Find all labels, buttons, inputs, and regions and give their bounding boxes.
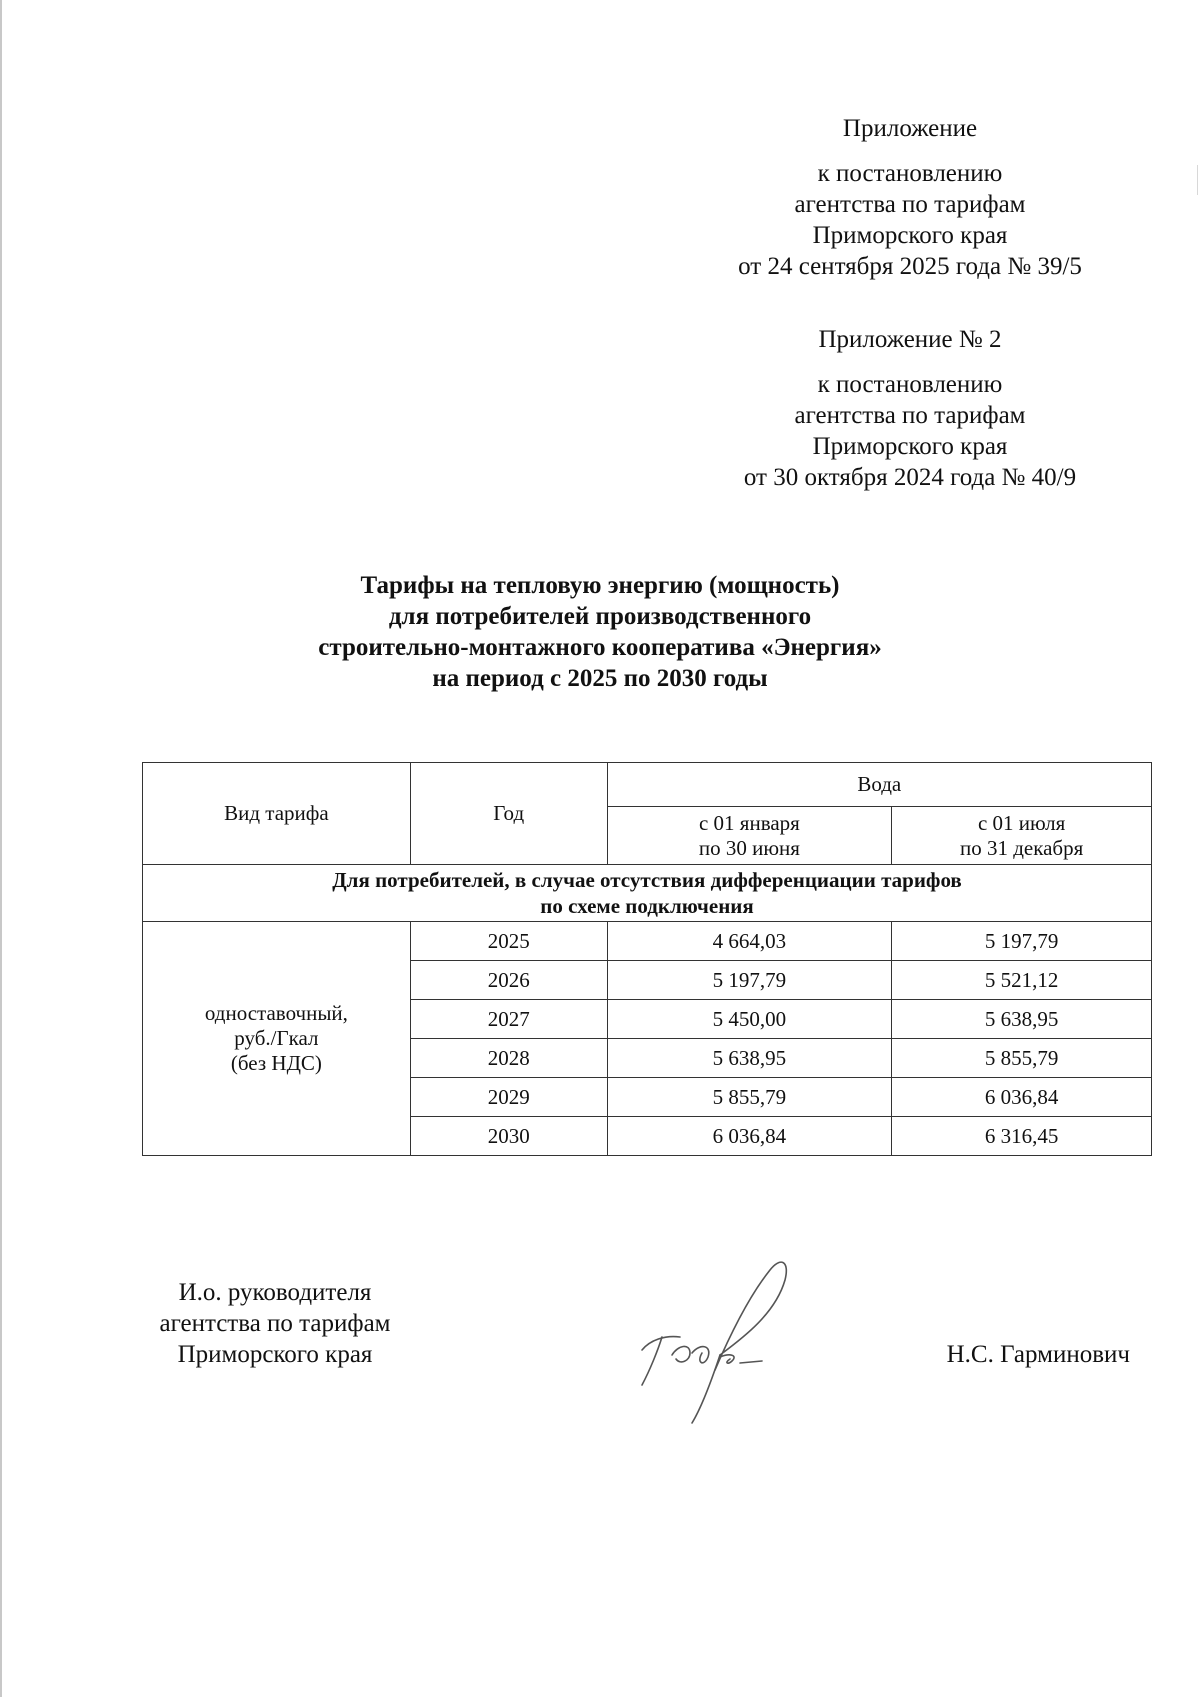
header-period-second-half <box>892 807 1152 865</box>
approval-heading: Приложение <box>842 115 978 142</box>
table-section-row <box>143 865 1152 922</box>
title-line: на период с 2025 по 2030 годы <box>432 665 768 692</box>
approval-line: агентства по тарифам <box>794 191 1026 218</box>
tariff-second-half-cell: 6 316,45 <box>892 1117 1152 1156</box>
tariff-vat-note: (без НДС) <box>230 1051 322 1075</box>
tariff-first-half-cell: 4 664,03 <box>607 922 892 961</box>
tariff-unit: руб./Гкал <box>234 1026 319 1050</box>
signatory-position <box>130 1277 420 1370</box>
approval-block-original <box>690 324 1130 493</box>
period-start: с 01 января <box>698 810 800 835</box>
section-title <box>143 865 1152 922</box>
approval-line: Приморского края <box>812 433 1008 460</box>
period-start: с 01 июля <box>977 810 1066 835</box>
table-header-row <box>143 763 1152 807</box>
title-line: строительно-монтажного кооператива «Энергия» <box>318 634 882 661</box>
tariff-table <box>142 762 1152 1156</box>
header-tariff-type: Вид тарифа <box>143 763 411 865</box>
year-cell: 2027 <box>410 1000 607 1039</box>
scan-page-edge <box>0 0 2 1697</box>
tariff-label-line: одноставочный, <box>204 1001 348 1025</box>
tariff-first-half-cell: 6 036,84 <box>607 1117 892 1156</box>
approval-line: к постановлению <box>817 160 1003 187</box>
year-cell: 2029 <box>410 1078 607 1117</box>
approval-line: к постановлению <box>817 371 1003 398</box>
tariff-first-half-cell: 5 197,79 <box>607 961 892 1000</box>
tariff-type-cell <box>143 922 411 1156</box>
approval-heading: Приложение № 2 <box>818 326 1002 353</box>
tariff-second-half-cell: 5 638,95 <box>892 1000 1152 1039</box>
tariff-first-half-cell: 5 638,95 <box>607 1039 892 1078</box>
position-line: Приморского края <box>177 1341 373 1368</box>
year-cell: 2030 <box>410 1117 607 1156</box>
position-line: И.о. руководителя <box>178 1279 372 1306</box>
title-line: Тарифы на тепловую энергию (мощность) <box>360 572 840 599</box>
tariff-first-half-cell: 5 855,79 <box>607 1078 892 1117</box>
handwritten-signature-icon <box>620 1245 820 1425</box>
document-title <box>130 570 1070 694</box>
section-title-line: по схеме подключения <box>540 894 754 918</box>
approval-block-current <box>690 113 1130 282</box>
title-line: для потребителей производственного <box>388 603 812 630</box>
tariff-second-half-cell: 5 197,79 <box>892 922 1152 961</box>
tariff-second-half-cell: 6 036,84 <box>892 1078 1152 1117</box>
approval-date-number: от 30 октября 2024 года № 40/9 <box>743 464 1077 491</box>
approval-line: агентства по тарифам <box>794 402 1026 429</box>
tariff-first-half-cell: 5 450,00 <box>607 1000 892 1039</box>
header-period-first-half <box>607 807 892 865</box>
signatory-name: Н.С. Гарминович <box>946 1341 1130 1368</box>
period-end: по 31 декабря <box>959 835 1084 860</box>
tariff-second-half-cell: 5 855,79 <box>892 1039 1152 1078</box>
year-cell: 2025 <box>410 922 607 961</box>
year-cell: 2026 <box>410 961 607 1000</box>
table-row <box>143 922 1152 961</box>
header-year: Год <box>410 763 607 865</box>
scan-artifact <box>1197 165 1198 195</box>
tariff-second-half-cell: 5 521,12 <box>892 961 1152 1000</box>
position-line: агентства по тарифам <box>159 1310 391 1337</box>
header-group-water: Вода <box>607 763 1151 807</box>
year-cell: 2028 <box>410 1039 607 1078</box>
approval-date-number: от 24 сентября 2025 года № 39/5 <box>738 253 1082 280</box>
approval-line: Приморского края <box>812 222 1008 249</box>
section-title-line: Для потребителей, в случае отсутствия дифференциации тарифов <box>332 868 962 892</box>
period-end: по 30 июня <box>698 835 800 860</box>
